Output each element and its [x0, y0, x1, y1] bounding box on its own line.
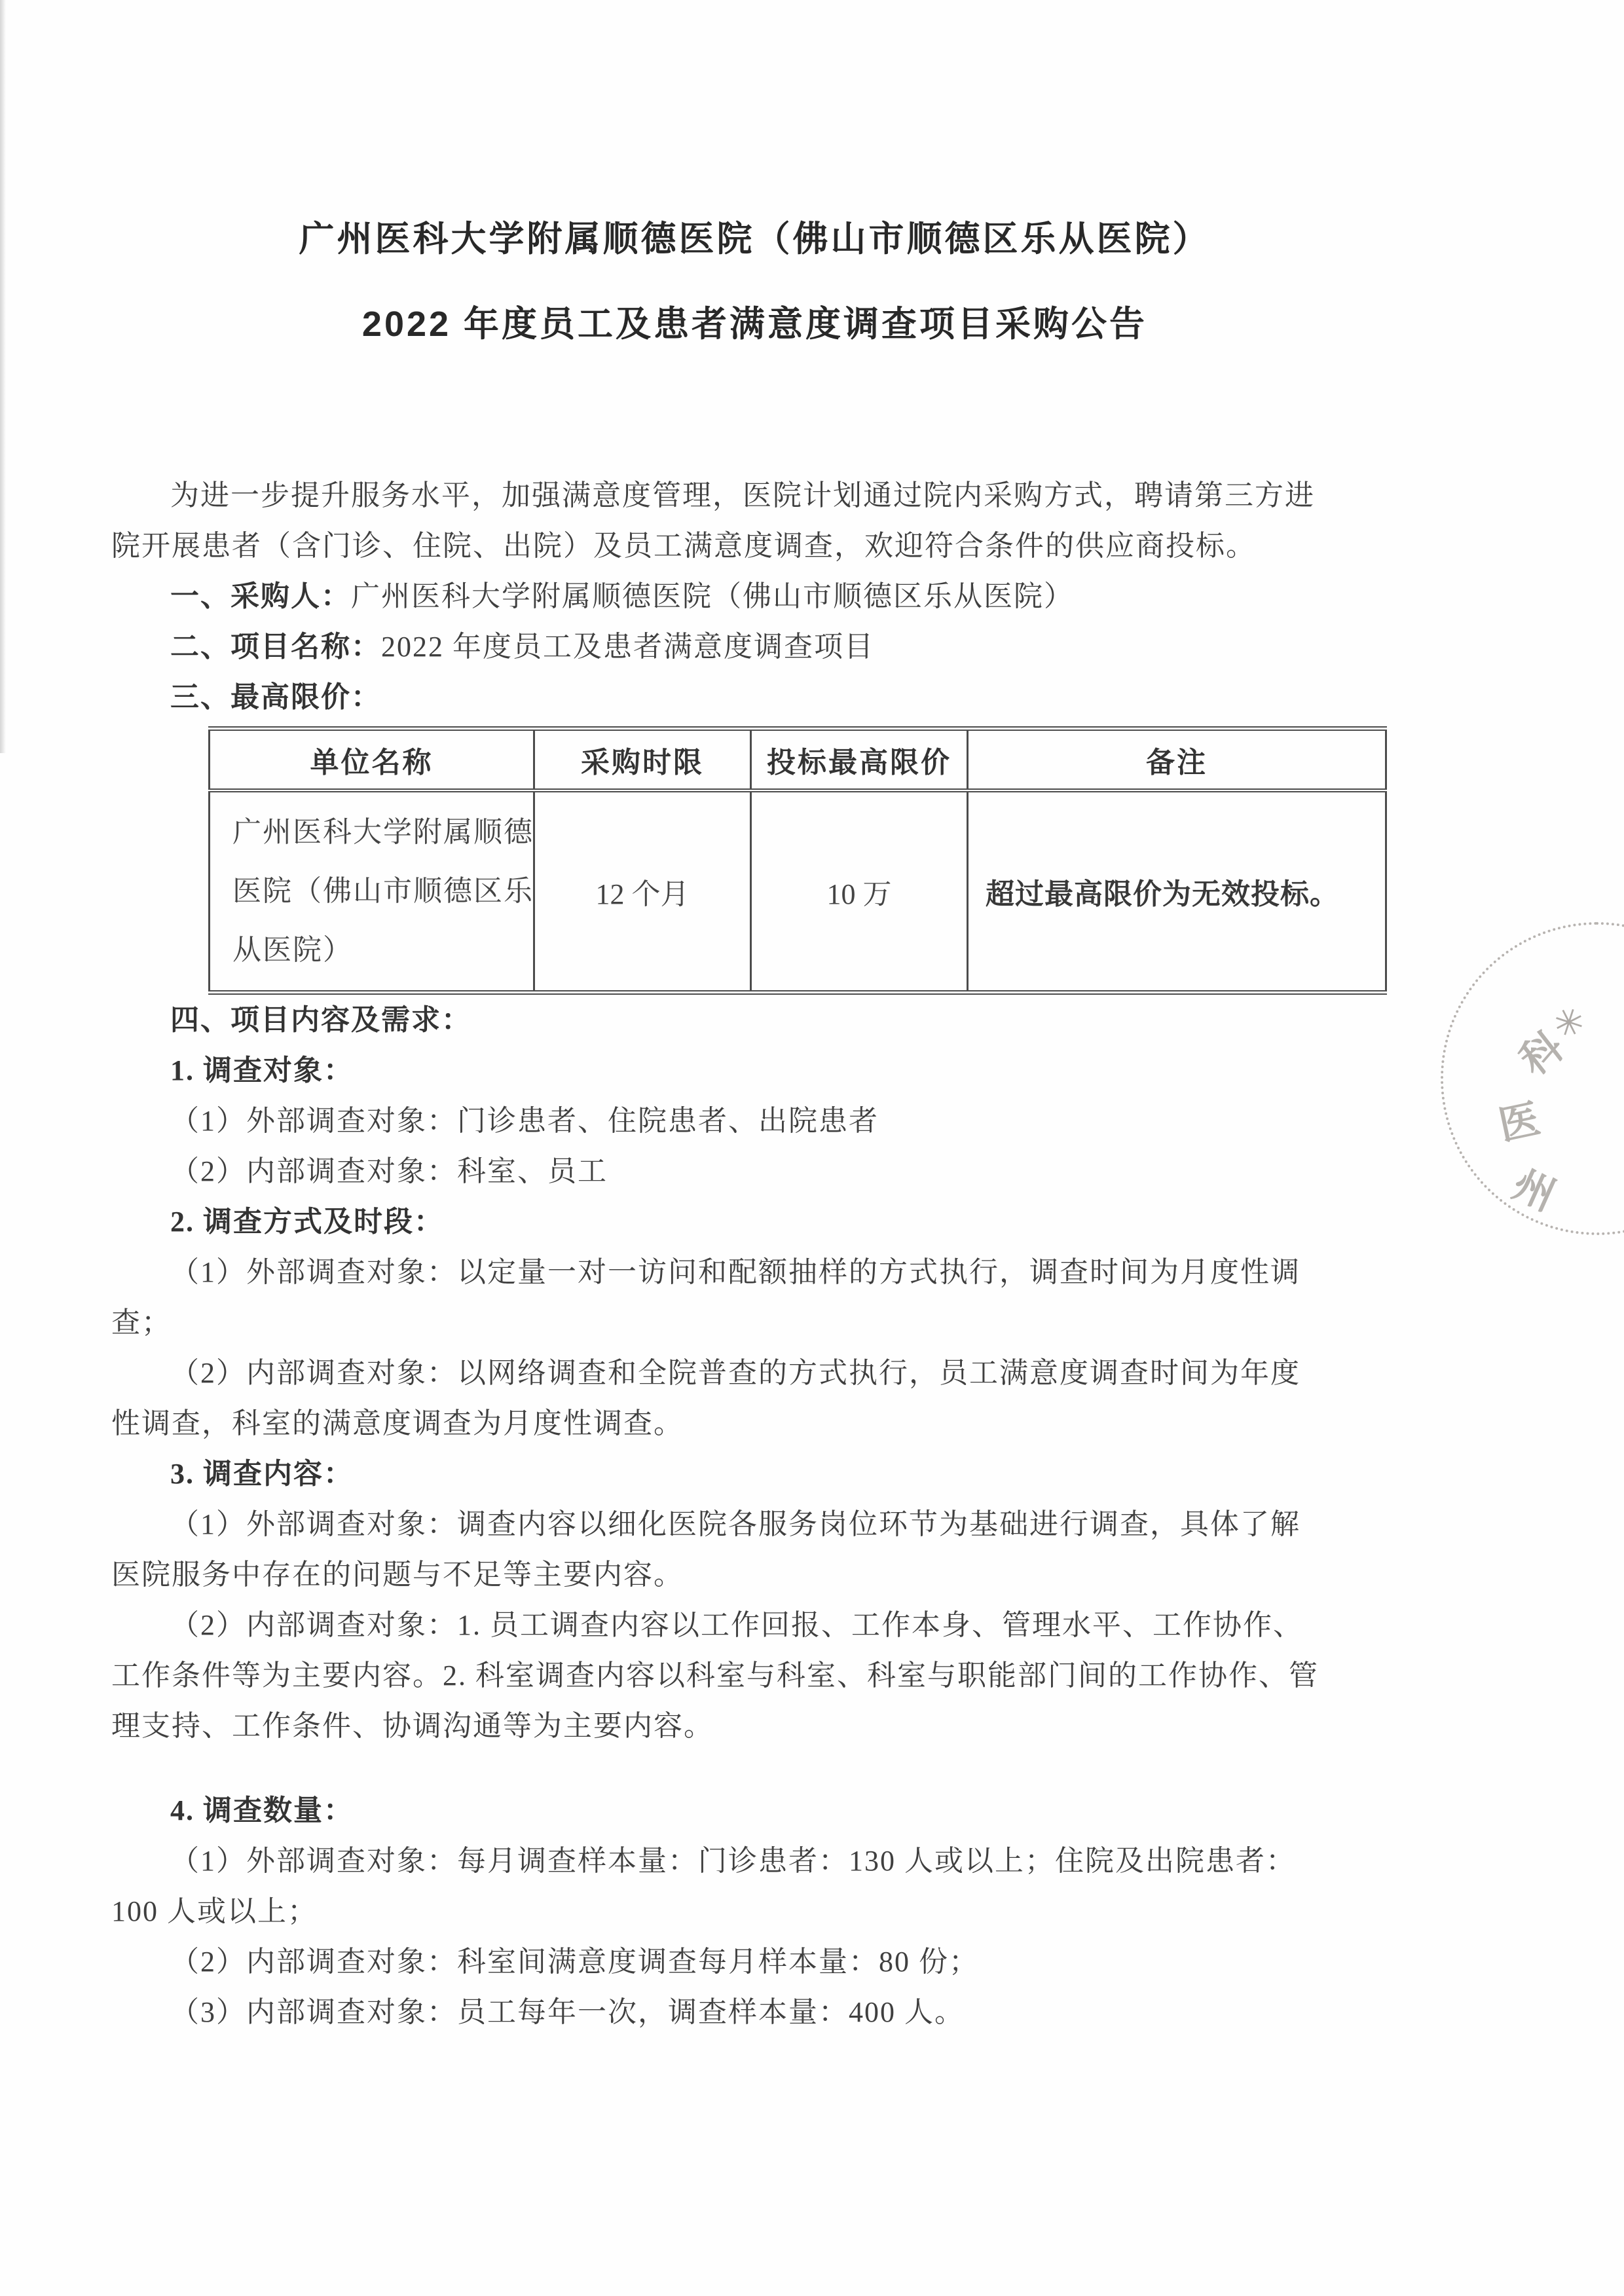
table-header-row	[210, 729, 1386, 791]
table-row	[210, 790, 1386, 993]
item-max-price	[111, 672, 1398, 722]
cell-remark: 超过最高限价为无效投标。	[968, 790, 1386, 993]
unit-name-line: 医院（佛山市顺德区乐	[232, 875, 534, 907]
scan-edge-artifact	[0, 0, 6, 753]
sub2-line: 性调查，科室的满意度调查为月度性调查。	[111, 1407, 684, 1439]
cell-max-bid-price: 10 万	[751, 790, 968, 993]
seal-star-icon: ✳	[1547, 999, 1590, 1048]
sub1-line: （1）外部调查对象：门诊患者、住院患者、出院患者	[170, 1105, 879, 1137]
cell-unit-name	[210, 790, 534, 993]
item-project-label: 二、项目名称：	[170, 631, 381, 663]
sub2-line: （1）外部调查对象：以定量一对一访问和配额抽样的方式执行，调查时间为月度性调	[170, 1256, 1301, 1288]
document-title	[111, 196, 1398, 367]
cell-purchase-period: 12 个月	[534, 790, 751, 993]
title-line-1: 广州医科大学附属顺德医院（佛山市顺德区乐从医院）	[299, 219, 1211, 259]
intro-paragraph	[111, 470, 1398, 571]
intro-line: 院开展患者（含门诊、住院、出院）及员工满意度调查，欢迎符合条件的供应商投标。	[111, 530, 1256, 562]
sub2-heading: 2. 调查方式及时段：	[170, 1206, 444, 1238]
intro-line: 为进一步提升服务水平，加强满意度管理，医院计划通过院内采购方式，聘请第三方进	[170, 479, 1315, 511]
unit-name-line: 广州医科大学附属顺德	[232, 816, 534, 848]
sub3-heading: 3. 调查内容：	[170, 1458, 354, 1490]
seal-character: 医	[1494, 1097, 1544, 1149]
item-project-value: 2022 年度员工及患者满意度调查项目	[381, 631, 874, 663]
seal-character: 州	[1506, 1162, 1562, 1220]
item-purchaser-label: 一、采购人：	[170, 580, 351, 612]
title-line-2: 2022 年度员工及患者满意度调查项目采购公告	[361, 305, 1148, 344]
column-header-unit-name: 单位名称	[210, 729, 534, 791]
sub4-heading: 4. 调查数量：	[170, 1794, 354, 1826]
sub3-line: 工作条件等为主要内容。2. 科室调查内容以科室与科室、科室与职能部门间的工作协作、管	[111, 1659, 1319, 1692]
sub4-line: （1）外部调查对象：每月调查样本量：门诊患者：130 人或以上；住院及出院患者：	[170, 1845, 1296, 1877]
sub1-heading: 1. 调查对象：	[170, 1054, 354, 1086]
item-max-price-label: 三、最高限价：	[170, 681, 381, 713]
hospital-seal-watermark	[1441, 922, 1624, 1235]
sub3-line: 医院服务中存在的问题与不足等主要内容。	[111, 1559, 684, 1591]
sub3-line: （1）外部调查对象：调查内容以细化医院各服务岗位环节为基础进行调查，具体了解	[170, 1508, 1301, 1540]
sub3-line: （2）内部调查对象：1. 员工调查内容以工作回报、工作本身、管理水平、工作协作、	[170, 1609, 1303, 1641]
section4-heading: 四、项目内容及需求：	[170, 1004, 471, 1036]
sub4-line: （3）内部调查对象：员工每年一次，调查样本量：400 人。	[170, 1996, 965, 2028]
sub1-line: （2）内部调查对象：科室、员工	[170, 1155, 608, 1187]
unit-name-line: 从医院）	[232, 934, 353, 966]
sub4-line: 100 人或以上；	[111, 1895, 318, 1927]
sub2-line: 查；	[111, 1306, 172, 1339]
item-project-name	[111, 621, 1398, 672]
sub3-line: 理支持、工作条件、协调沟通等为主要内容。	[111, 1710, 714, 1742]
column-header-remark: 备注	[968, 729, 1386, 791]
column-header-purchase-period: 采购时限	[534, 729, 751, 791]
item-purchaser-value: 广州医科大学附属顺德医院（佛山市顺德区乐从医院）	[351, 580, 1074, 612]
column-header-max-bid-price: 投标最高限价	[751, 729, 968, 791]
item-purchaser	[111, 571, 1398, 621]
document-content	[111, 0, 1398, 2037]
max-price-table	[208, 726, 1387, 995]
sub2-line: （2）内部调查对象：以网络调查和全院普查的方式执行，员工满意度调查时间为年度	[170, 1357, 1301, 1389]
seal-character: 科	[1512, 1024, 1572, 1084]
sub4-line: （2）内部调查对象：科室间满意度调查每月样本量：80 份；	[170, 1946, 979, 1978]
